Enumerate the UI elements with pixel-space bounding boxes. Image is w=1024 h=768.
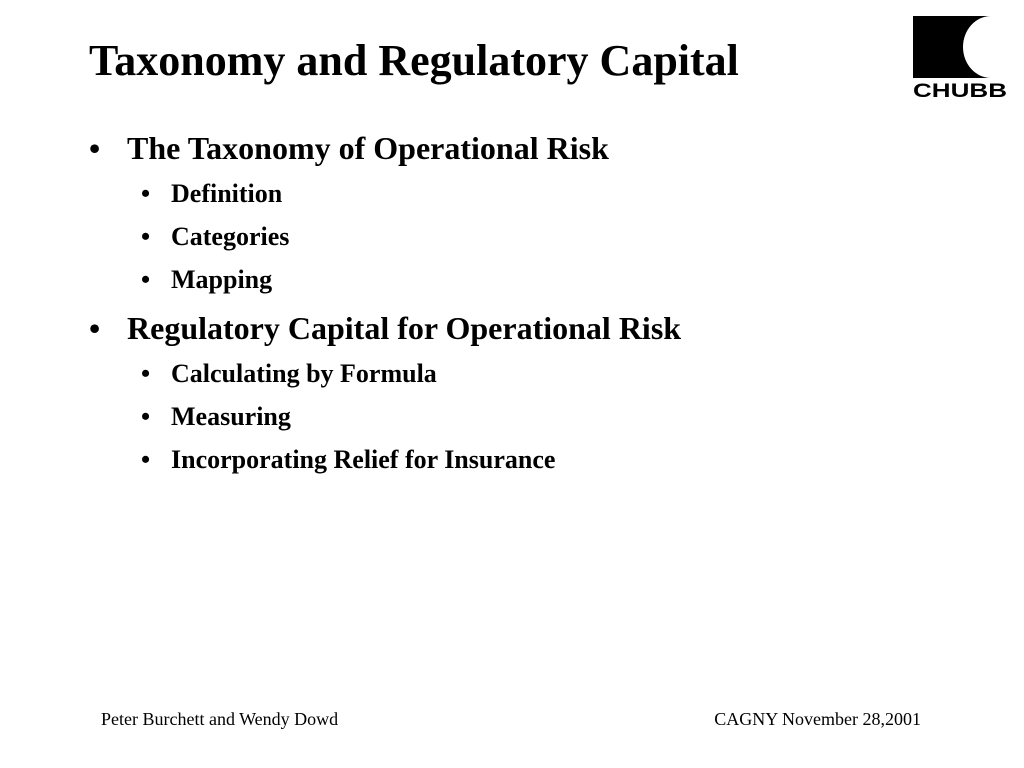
bullet-icon: • — [141, 445, 151, 474]
bullet-icon: • — [141, 402, 151, 431]
bullet-icon: • — [89, 310, 101, 346]
sub-bullet-label: Mapping — [171, 265, 273, 294]
slide-title: Taxonomy and Regulatory Capital — [89, 36, 739, 85]
sub-bullet-label: Categories — [171, 222, 290, 251]
logo-wordmark: CHUBB — [913, 81, 1007, 98]
sub-bullet-label: Measuring — [171, 402, 291, 431]
bullet-icon: • — [89, 130, 101, 166]
footer-event-date: CAGNY November 28,2001 — [714, 709, 921, 729]
bullet-label: Regulatory Capital for Operational Risk — [127, 310, 682, 346]
sub-bullet-label: Definition — [171, 179, 283, 208]
bullet-icon: • — [141, 359, 151, 388]
bullet-icon: • — [141, 222, 151, 251]
footer-authors: Peter Burchett and Wendy Dowd — [101, 709, 339, 729]
bullet-label: The Taxonomy of Operational Risk — [127, 130, 609, 166]
sub-bullet-label: Incorporating Relief for Insurance — [171, 445, 556, 474]
sub-bullet-label: Calculating by Formula — [171, 359, 437, 388]
bullet-icon: • — [141, 265, 151, 294]
bullet-icon: • — [141, 179, 151, 208]
